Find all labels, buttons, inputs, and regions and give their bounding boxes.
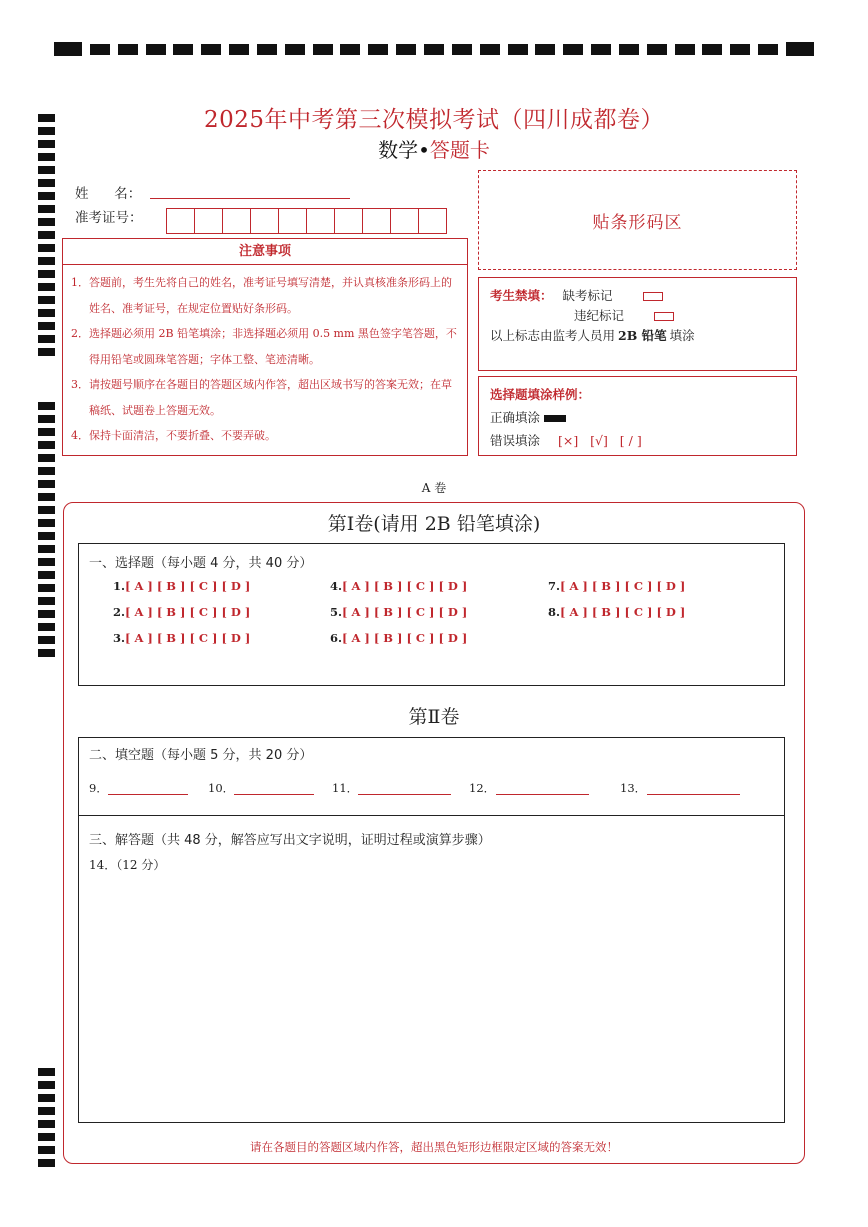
id-digit-box[interactable] (418, 208, 447, 234)
violation-label: 违纪标记 (574, 308, 625, 323)
blank-answer-10[interactable] (234, 794, 314, 795)
section-a-label: A 卷 (421, 481, 447, 495)
blank-label-11: 11． (332, 781, 359, 795)
blank-label-10: 10． (208, 781, 235, 795)
multiple-choice-box (78, 543, 785, 686)
id-digit-box[interactable] (278, 208, 307, 234)
name-field[interactable] (150, 198, 350, 199)
id-digit-box[interactable] (390, 208, 419, 234)
id-digit-box[interactable] (306, 208, 335, 234)
sample-title: 选择题填涂样例： (490, 387, 591, 402)
violation-mark-box[interactable] (654, 312, 674, 321)
id-digit-box[interactable] (194, 208, 223, 234)
correct-fill-example (544, 415, 566, 422)
blank-label-12: 12． (469, 781, 496, 795)
wrong-fill-examples: [×] [√] [ / ] (558, 433, 642, 448)
mc-heading: 一、选择题（每小题 4 分，共 40 分） (89, 556, 313, 571)
exam-subtitle (0, 134, 868, 163)
ban-title: 考生禁填： (490, 288, 553, 303)
absent-mark-box[interactable] (643, 292, 663, 301)
ban-note: 以上标志由监考人员用 2B 铅笔 填涂 (490, 328, 695, 343)
blank-answer-12[interactable] (496, 794, 589, 795)
solve-heading: 三、解答题（共 48 分，解答应写出文字说明，证明过程或演算步骤） (89, 833, 491, 848)
part1-title: 第Ⅰ卷(请用 2B 铅笔填涂) (327, 513, 541, 535)
card-label: 答题卡 (429, 138, 490, 162)
name-label: 姓 名： (75, 186, 142, 202)
top-timing-marks (54, 42, 814, 56)
violation-row (574, 306, 674, 324)
solve-box[interactable] (78, 815, 785, 1123)
notice-item: 3．请按题号顺序在各题目的答题区域内作答，超出区域书写的答案无效；在草稿纸、试题卷上答题无效。 (71, 378, 452, 417)
notice-title: 注意事项 (63, 239, 467, 265)
mc-question-5[interactable]: 5.[ A ] [ B ] [ C ] [ D ] (330, 605, 468, 619)
exam-title: 2025年中考第三次模拟考试（四川成都卷） (203, 107, 665, 133)
mc-question-3[interactable]: 3.[ A ] [ B ] [ C ] [ D ] (113, 631, 251, 645)
fill-sample-box (478, 376, 797, 456)
blank-answer-13[interactable] (647, 794, 740, 795)
mc-question-6[interactable]: 6.[ A ] [ B ] [ C ] [ D ] (330, 631, 468, 645)
left-timing-marks-lower (38, 1068, 55, 1172)
footer-warning: 请在各题目的答题区域内作答，超出黑色矩形边框限定区域的答案无效！ (250, 1140, 618, 1154)
subject: 数学 (378, 138, 419, 162)
ban-title-row (490, 286, 663, 304)
mc-question-7[interactable]: 7.[ A ] [ B ] [ C ] [ D ] (548, 579, 686, 593)
question-14-label: 14．（12 分） (89, 858, 166, 872)
blank-label-9: 9． (89, 781, 108, 795)
correct-sample-row (490, 408, 566, 426)
notice-item: 4．保持卡面清洁，不要折叠、不要弄破。 (71, 429, 276, 442)
id-number-boxes[interactable] (166, 208, 446, 234)
blank-label-13: 13． (620, 781, 647, 795)
part2-title: 第Ⅱ卷 (408, 706, 460, 728)
blank-answer-9[interactable] (108, 794, 188, 795)
id-digit-box[interactable] (334, 208, 363, 234)
mc-question-2[interactable]: 2.[ A ] [ B ] [ C ] [ D ] (113, 605, 251, 619)
blank-answer-11[interactable] (358, 794, 451, 795)
mc-question-1[interactable]: 1.[ A ] [ B ] [ C ] [ D ] (113, 579, 251, 593)
barcode-label: 贴条形码区 (592, 212, 683, 233)
correct-label: 正确填涂 (490, 410, 541, 425)
id-digit-box[interactable] (362, 208, 391, 234)
id-label: 准考证号： (75, 210, 143, 226)
barcode-area (478, 170, 797, 270)
fill-heading: 二、填空题（每小题 5 分，共 20 分） (89, 748, 313, 763)
examiner-only-box (478, 277, 797, 371)
mc-question-4[interactable]: 4.[ A ] [ B ] [ C ] [ D ] (330, 579, 468, 593)
id-digit-box[interactable] (250, 208, 279, 234)
wrong-sample-row (490, 431, 642, 449)
id-digit-box[interactable] (222, 208, 251, 234)
absent-label: 缺考标记 (562, 288, 613, 303)
wrong-label: 错误填涂 (490, 433, 541, 448)
fill-blank-box (78, 737, 785, 816)
notice-box (62, 238, 468, 456)
separator-dot: • (418, 138, 430, 162)
mc-question-8[interactable]: 8.[ A ] [ B ] [ C ] [ D ] (548, 605, 686, 619)
id-digit-box[interactable] (166, 208, 195, 234)
notice-item: 1．答题前，考生先将自己的姓名，准考证号填写清楚，并认真核准条形码上的姓名、准考证号，在规定位置贴好条形码。 (71, 276, 452, 315)
notice-item: 2．选择题必须用 2B 铅笔填涂；非选择题必须用 0.5 mm 黑色签字笔答题，不得用铅笔或圆珠笔答题；字体工整、笔迹清晰。 (71, 327, 457, 366)
